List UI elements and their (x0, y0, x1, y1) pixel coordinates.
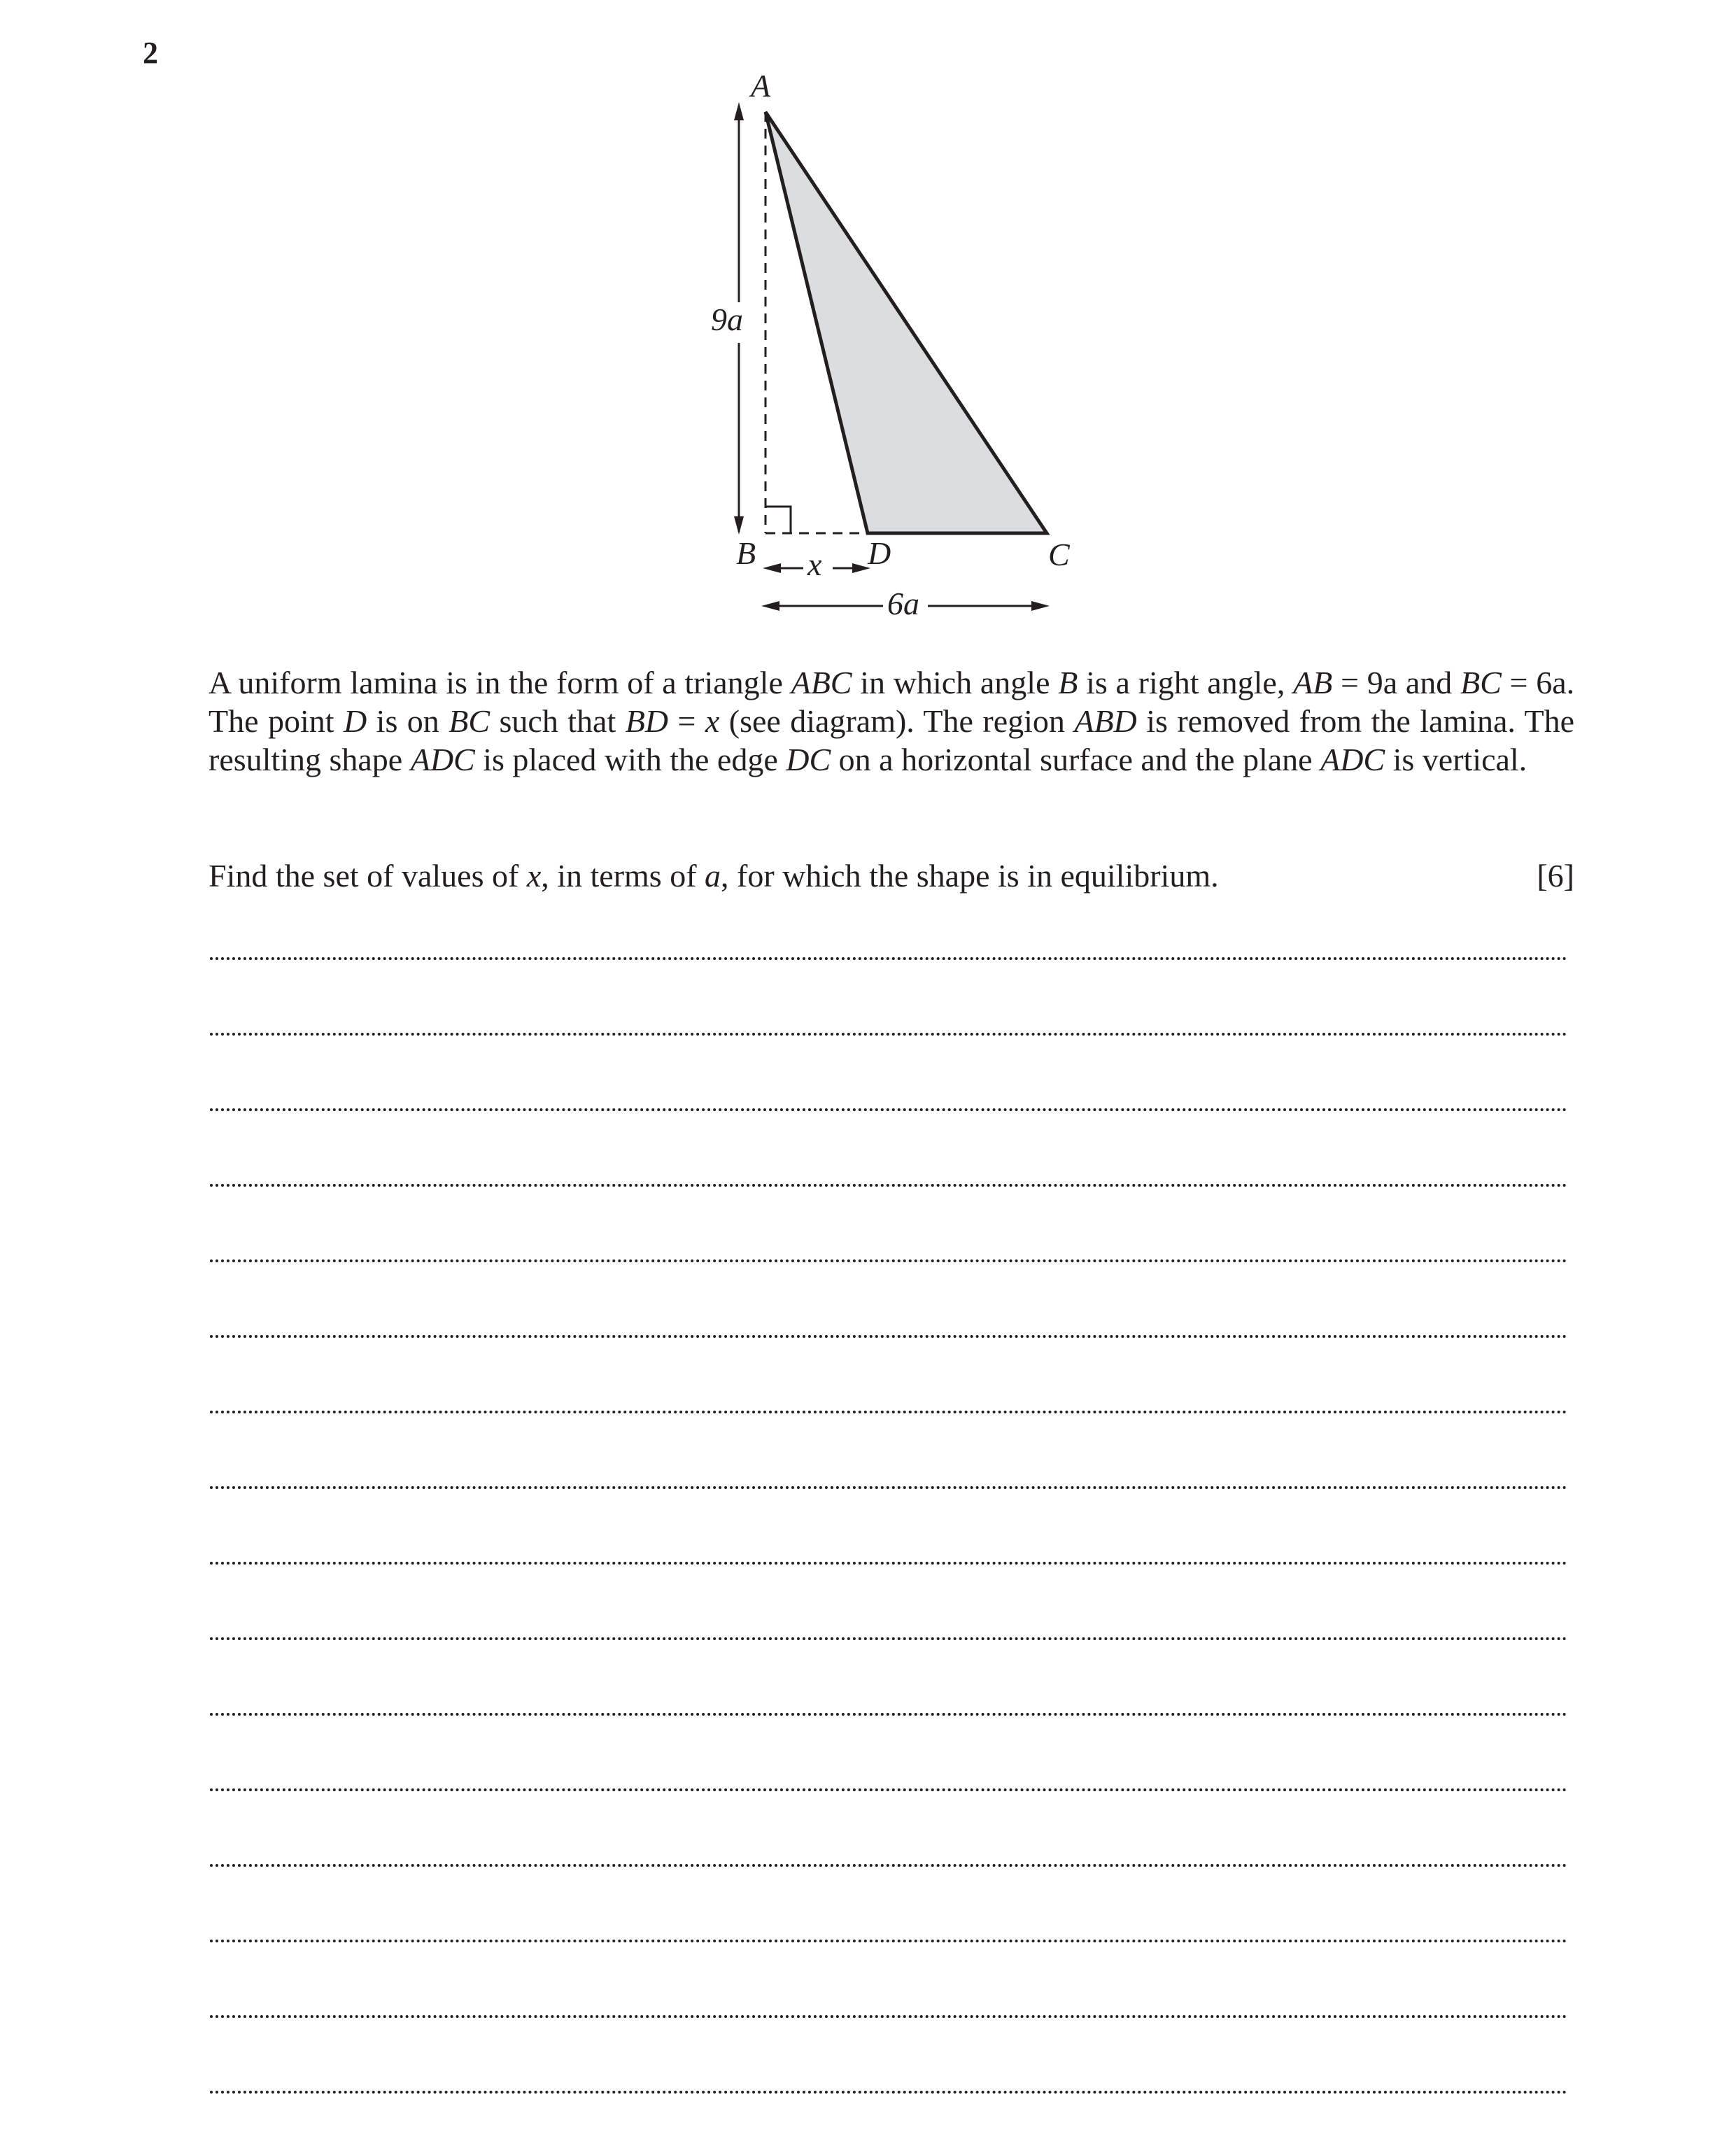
answer-line[interactable] (210, 1108, 1567, 1111)
answer-line[interactable] (210, 1259, 1567, 1262)
label-d: D (868, 535, 891, 571)
answer-line[interactable] (210, 1940, 1567, 1942)
page-number: 2 (143, 36, 158, 70)
label-a: A (751, 68, 771, 104)
answer-line[interactable] (210, 1562, 1567, 1565)
answer-line[interactable] (210, 2015, 1567, 2018)
label-b: B (736, 535, 756, 571)
right-angle-marker (765, 507, 791, 533)
shaded-region-adc (765, 112, 1047, 533)
find-instruction: Find the set of values of x, in terms of a, for which the shape is in equilibrium. [6] (209, 858, 1574, 894)
answer-line[interactable] (210, 1486, 1567, 1489)
answer-line[interactable] (210, 1864, 1567, 1867)
label-6a: 6a (887, 586, 919, 621)
answer-line[interactable] (210, 2091, 1567, 2094)
label-9a: 9a (711, 302, 743, 337)
answer-line[interactable] (210, 1637, 1567, 1640)
answer-line[interactable] (210, 957, 1567, 960)
answer-line[interactable] (210, 1713, 1567, 1716)
triangle-diagram (0, 0, 1736, 658)
label-x: x (807, 546, 822, 582)
answer-line[interactable] (210, 1335, 1567, 1338)
label-c: C (1048, 537, 1070, 572)
question-text: A uniform lamina is in the form of a triangle ABC in which angle B is a right angle, AB = 9a and BC = 6a. The point D is on BC such that BD = x (see diagram). The region ABD is removed from the lamina. The resulting shape ADC is placed with the edge DC on a horizontal surface and the plane ADC is vertical. (209, 665, 1575, 777)
answer-line[interactable] (210, 1184, 1567, 1187)
answer-line[interactable] (210, 1411, 1567, 1413)
answer-line[interactable] (210, 1788, 1567, 1791)
answer-line[interactable] (210, 1033, 1567, 1036)
marks-label: [6] (1537, 858, 1574, 894)
